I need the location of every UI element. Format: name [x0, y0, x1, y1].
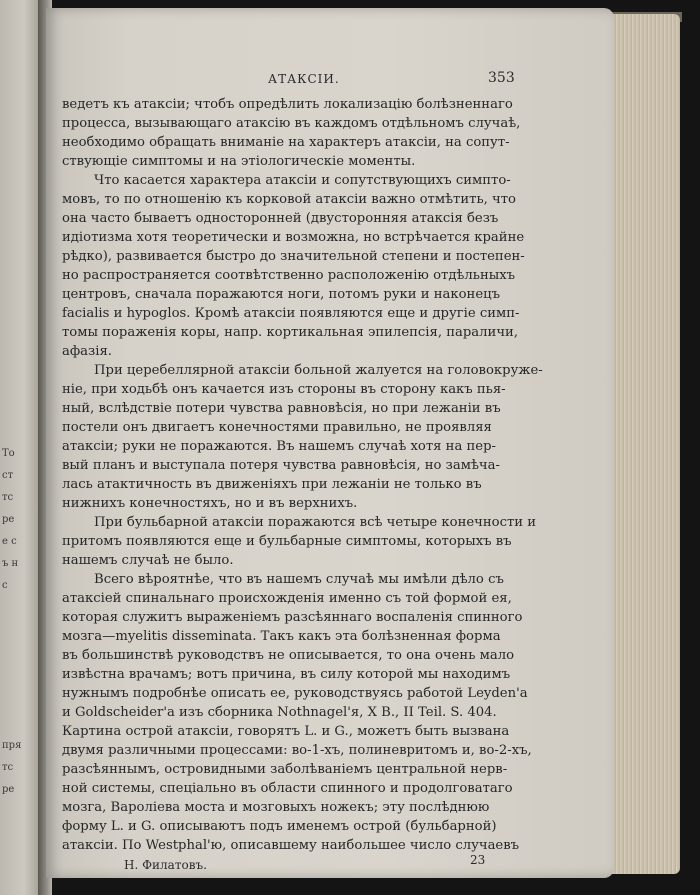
text-line: и Goldscheider'а изъ сборника Nothnagel'я, X B., II Teil. S. 404. [62, 705, 497, 720]
text-line: нижнихъ конечностяхъ, но и въ верхнихъ. [62, 496, 358, 511]
running-head: АТАКСІИ. [268, 72, 340, 86]
text-line: ствующіе симптомы и на этіологическіе моменты. [62, 154, 416, 169]
text-line: извѣстна врачамъ; вотъ причина, въ силу которой мы находимъ [62, 667, 511, 682]
left-page-fragment: с [2, 580, 8, 591]
text-line: центровъ, сначала поражаются ноги, потомъ руки и наконецъ [62, 287, 501, 302]
text-line: мовъ, то по отношенію къ корковой атаксіи важно отмѣтить, что [62, 192, 516, 207]
text-line: мозга, Варолiева моста и мозговыхъ ножекъ; эту послѣднюю [62, 800, 490, 815]
text-line: необходимо обращать вниманіе на характеръ атаксіи, на сопут- [62, 135, 510, 150]
text-line: афазія. [62, 344, 112, 359]
left-page-fragment: е с [2, 536, 17, 547]
text-line: facialis и hypoglos. Кромѣ атаксіи появляются еще и другіе симп- [62, 306, 520, 321]
text-line: рѣдко), развивается быстро до значительной степени и постепен- [62, 249, 525, 264]
text-line: Картина острой атаксіи, говорятъ L. и G., можетъ быть вызвана [62, 724, 510, 739]
text-line: томы пораженія коры, напр. кортикальная эпилепсія, параличи, [62, 325, 519, 340]
footer-author: Н. Филатовъ. [124, 858, 207, 872]
text-line: При бульбарной атаксіи поражаются всѣ четыре конечности и [94, 515, 537, 530]
text-line: атаксіей спинальнаго происхожденія именно съ той формой ея, [62, 591, 512, 606]
left-page-fragment: тс [2, 762, 14, 773]
text-line: идіотизма хотя теоретически и возможна, но встрѣчается крайне [62, 230, 525, 245]
left-page-fragment: ст [2, 470, 14, 481]
page-block-edges [612, 14, 680, 874]
text-line: мозга—myelitis disseminata. Такъ какъ эта болѣзненная форма [62, 629, 501, 644]
text-line: притомъ появляются еще и бульбарные симптомы, которыхъ въ [62, 534, 512, 549]
text-line: она часто бываетъ односторонней (двусторонняя атаксія безъ [62, 211, 499, 226]
left-page-fragment: ъ н [2, 558, 19, 569]
left-page-fragment: тс [2, 492, 14, 503]
text-line: но распространяется соотвѣтственно расположенію отдѣльныхъ [62, 268, 516, 283]
text-line: форму L. и G. описываютъ подъ именемъ острой (бульбарной) [62, 819, 497, 834]
signature-mark: 23 [470, 853, 486, 867]
text-line: ной системы, спеціально въ области спинного и продолговатаго [62, 781, 513, 796]
text-line: вый планъ и выступала потеря чувства равновѣсія, но замѣча- [62, 458, 500, 473]
text-line: лась атактичность въ движеніяхъ при лежаніи не только въ [62, 477, 482, 492]
text-line: разсѣяннымъ, островидными заболѣваніемъ центральной нерв- [62, 762, 508, 777]
text-line: ніе, при ходьбѣ онъ качается изъ стороны въ сторону какъ пья- [62, 382, 506, 397]
left-page-fragment: пря [2, 740, 22, 751]
text-line: При церебеллярной атаксіи больной жалуется на головокруже- [94, 363, 543, 378]
text-line: Всего вѣроятнѣе, что въ нашемъ случаѣ мы имѣли дѣло съ [94, 572, 504, 587]
text-line: которая служитъ выраженіемъ разсѣяннаго воспаленія спинного [62, 610, 523, 625]
text-line: постели онъ двигаетъ конечностями правильно, не проявляя [62, 420, 492, 435]
text-line: атаксіи. По Westphal'ю, описавшему наибольшее число случаевъ [62, 838, 520, 853]
text-line: въ большинствѣ руководствъ не описывается, то она очень мало [62, 648, 515, 663]
text-line: нужнымъ подробнѣе описать ее, руководствуясь работой Leyden'а [62, 686, 528, 701]
text-line: двумя различными процессами: во-1-хъ, полиневритомъ и, во-2-хъ, [62, 743, 532, 758]
text-line: ный, вслѣдствіе потери чувства равновѣсія, но при лежаніи въ [62, 401, 501, 416]
page-number: 353 [488, 70, 515, 86]
left-page-fragment: То [2, 448, 15, 459]
text-line: ведетъ къ атаксіи; чтобъ опредѣлить локализацію болѣзненнаго [62, 97, 513, 112]
text-line: нашемъ случаѣ не было. [62, 553, 234, 568]
left-page-fragment: ре [2, 514, 15, 525]
text-line: процесса, вызывающаго атаксію въ каждомъ отдѣльномъ случаѣ, [62, 116, 521, 131]
text-line: атаксіи; руки не поражаются. Въ нашемъ случаѣ хотя на пер- [62, 439, 496, 454]
left-page-fragment: ре [2, 784, 15, 795]
text-line: Что касается характера атаксіи и сопутствующихъ симпто- [94, 173, 511, 188]
